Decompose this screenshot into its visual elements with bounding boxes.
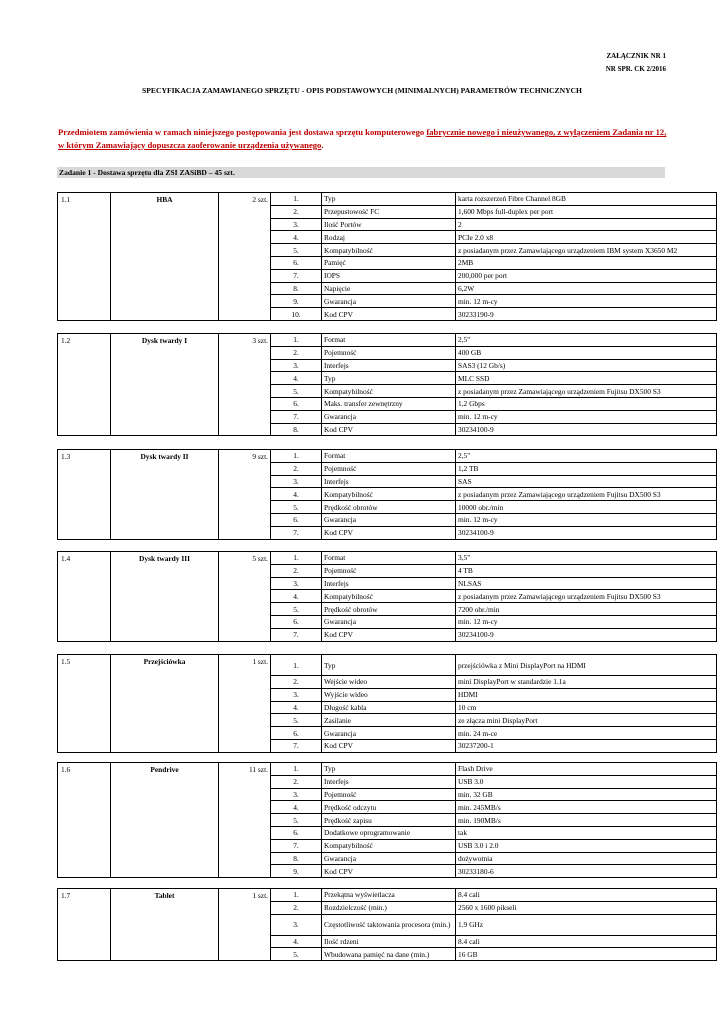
row-number: 1.: [271, 763, 322, 776]
parameter-name: Pojemność: [322, 462, 456, 475]
parameter-value: 6,2W: [456, 282, 717, 295]
row-number: 2.: [271, 205, 322, 218]
parameter-name: Prędkość obrotów: [322, 603, 456, 616]
parameter-value: 30234100-9: [456, 628, 717, 641]
parameter-name: Kod CPV: [322, 628, 456, 641]
row-number: 5.: [271, 385, 322, 398]
parameter-name: Kompatybilność: [322, 839, 456, 852]
row-number: 6.: [271, 513, 322, 526]
row-number: 2.: [271, 346, 322, 359]
item-name: Tablet: [111, 889, 219, 961]
table-row: [58, 889, 717, 902]
intro-paragraph: [58, 126, 668, 152]
parameter-value: min. 24 m-ce: [456, 727, 717, 740]
parameter-value: 200,000 per port: [456, 269, 717, 282]
parameter-value: min. 12 m-cy: [456, 295, 717, 308]
parameter-name: Interfejs: [322, 475, 456, 488]
row-number: 1.: [271, 334, 322, 347]
row-number: 2.: [271, 676, 322, 689]
parameter-name: Typ: [322, 193, 456, 206]
row-number: 9.: [271, 295, 322, 308]
parameter-value: z posiadanym przez Zamawiającego urządzeniem Fujitsu DX500 S3: [456, 385, 717, 398]
parameter-name: Kompatybilność: [322, 488, 456, 501]
parameter-value: USB 3.0 i 2.0: [456, 839, 717, 852]
parameter-name: Rodzaj: [322, 231, 456, 244]
item-quantity: 1 szt.: [219, 889, 271, 961]
row-number: 8.: [271, 852, 322, 865]
row-number: 10.: [271, 308, 322, 321]
parameter-name: IOPS: [322, 269, 456, 282]
item-quantity: 1 szt.: [219, 655, 271, 753]
row-number: 7.: [271, 628, 322, 641]
parameter-name: Format: [322, 552, 456, 565]
parameter-value: 16 GB: [456, 948, 717, 961]
item-quantity: 3 szt.: [219, 334, 271, 436]
row-number: 3.: [271, 577, 322, 590]
item-quantity: 2 szt.: [219, 193, 271, 321]
annex-number: ZAŁĄCZNIK NR 1: [606, 52, 666, 60]
item-quantity: 11 szt.: [219, 763, 271, 878]
parameter-name: Ilość rdzeni: [322, 935, 456, 948]
parameter-value: 10 cm: [456, 701, 717, 714]
parameter-name: Kod CPV: [322, 308, 456, 321]
parameter-name: Ilość Portów: [322, 218, 456, 231]
parameter-value: ze złącza mini DisplayPort: [456, 714, 717, 727]
parameter-value: 4 TB: [456, 564, 717, 577]
parameter-value: 1,600 Mbps full-duplex per port: [456, 205, 717, 218]
row-number: 7.: [271, 410, 322, 423]
parameter-name: Kompatybilność: [322, 385, 456, 398]
table-row: [58, 334, 717, 347]
row-number: 4.: [271, 935, 322, 948]
document-header: [606, 50, 666, 76]
row-number: 8.: [271, 282, 322, 295]
parameter-name: Wyjście wideo: [322, 688, 456, 701]
table-row: [58, 552, 717, 565]
parameter-name: Interfejs: [322, 775, 456, 788]
row-number: 4.: [271, 590, 322, 603]
row-number: 4.: [271, 488, 322, 501]
table-row: [58, 763, 717, 776]
parameter-value: z posiadanym przez Zamawiającego urządzeniem Fujitsu DX500 S3: [456, 590, 717, 603]
parameter-value: 400 GB: [456, 346, 717, 359]
case-reference: NR SPR. CK 2/2016: [605, 65, 666, 73]
item-name: Dysk twardy I: [111, 334, 219, 436]
parameter-value: 2560 x 1600 pikseli: [456, 901, 717, 914]
row-number: 4.: [271, 372, 322, 385]
row-number: 4.: [271, 231, 322, 244]
parameter-value: SAS: [456, 475, 717, 488]
spec-table: [57, 762, 717, 878]
row-number: 7.: [271, 269, 322, 282]
row-number: 3.: [271, 359, 322, 372]
row-number: 6.: [271, 615, 322, 628]
intro-text-underlined: fabrycznie nowego i nieużywanego, z wyłączeniem Zadania nr 12, w którym Zamawiający dopuszcza zaoferowanie urządzenia używanego: [58, 127, 667, 150]
row-number: 1.: [271, 655, 322, 676]
parameter-name: Pamięć: [322, 256, 456, 269]
parameter-name: Zasilanie: [322, 714, 456, 727]
parameter-value: karta rozszerzeń Fibre Channel 8GB: [456, 193, 717, 206]
item-number: 1.7: [58, 889, 111, 961]
row-number: 5.: [271, 948, 322, 961]
parameter-value: min. 12 m-cy: [456, 410, 717, 423]
row-number: 5.: [271, 603, 322, 616]
parameter-name: Gwarancja: [322, 295, 456, 308]
parameter-value: 30234100-9: [456, 526, 717, 539]
spec-table: [57, 333, 717, 436]
parameter-value: USB 3.0: [456, 775, 717, 788]
parameter-value: dożywotnia: [456, 852, 717, 865]
parameter-name: Prędkość zapisu: [322, 814, 456, 827]
parameter-value: 2,5": [456, 450, 717, 463]
parameter-value: tak: [456, 826, 717, 839]
parameter-name: Gwarancja: [322, 615, 456, 628]
parameter-name: Kompatybilność: [322, 244, 456, 257]
parameter-name: Format: [322, 334, 456, 347]
row-number: 6.: [271, 256, 322, 269]
parameter-value: z posiadanym przez Zamawiającego urządzeniem IBM system X3650 M2: [456, 244, 717, 257]
parameter-name: Napięcie: [322, 282, 456, 295]
item-name: Przejściówka: [111, 655, 219, 753]
parameter-value: 1,2 TB: [456, 462, 717, 475]
item-name: HBA: [111, 193, 219, 321]
parameter-value: min. 245MB/s: [456, 801, 717, 814]
parameter-name: Pojemność: [322, 346, 456, 359]
parameter-value: 30237200-1: [456, 739, 717, 752]
parameter-name: Gwarancja: [322, 410, 456, 423]
parameter-value: 2,5": [456, 334, 717, 347]
row-number: 2.: [271, 462, 322, 475]
parameter-value: min. 12 m-cy: [456, 615, 717, 628]
spec-table: [57, 888, 717, 961]
row-number: 5.: [271, 244, 322, 257]
parameter-name: Długość kabla: [322, 701, 456, 714]
item-number: 1.5: [58, 655, 111, 753]
parameter-name: Typ: [322, 763, 456, 776]
parameter-name: Interfejs: [322, 577, 456, 590]
row-number: 6.: [271, 397, 322, 410]
parameter-value: 1.9 GHz: [456, 914, 717, 935]
intro-text-1: Przedmiotem zamówienia w ramach niniejszego postępowania jest dostawa sprzętu komputerowego: [58, 127, 427, 137]
parameter-value: 10000 obr./min: [456, 501, 717, 514]
parameter-name: Kod CPV: [322, 526, 456, 539]
task-heading: Zadanie 1 - Dostawa sprzętu dla ZSI ZASiBD – 45 szt.: [57, 167, 665, 178]
parameter-name: Kod CPV: [322, 423, 456, 436]
spec-table: [57, 192, 717, 321]
parameter-name: Przepustowość FC: [322, 205, 456, 218]
row-number: 1.: [271, 193, 322, 206]
parameter-value: mini DisplayPort w standardzie 1.1a: [456, 676, 717, 689]
row-number: 6.: [271, 826, 322, 839]
parameter-value: 2: [456, 218, 717, 231]
parameter-value: 1,2 Gbps: [456, 397, 717, 410]
parameter-value: min. 190MB/s: [456, 814, 717, 827]
row-number: 1.: [271, 552, 322, 565]
parameter-name: Interfejs: [322, 359, 456, 372]
parameter-name: Gwarancja: [322, 852, 456, 865]
parameter-name: Gwarancja: [322, 727, 456, 740]
parameter-name: Typ: [322, 655, 456, 676]
row-number: 3.: [271, 218, 322, 231]
row-number: 5.: [271, 501, 322, 514]
parameter-name: Wejście wideo: [322, 676, 456, 689]
parameter-name: Pojemność: [322, 564, 456, 577]
spec-table: [57, 551, 717, 642]
item-name: Dysk twardy III: [111, 552, 219, 642]
parameter-name: Wbudowana pamięć na dane (min.): [322, 948, 456, 961]
item-number: 1.4: [58, 552, 111, 642]
parameter-value: HDMI: [456, 688, 717, 701]
row-number: 7.: [271, 839, 322, 852]
row-number: 3.: [271, 688, 322, 701]
parameter-value: 2MB: [456, 256, 717, 269]
item-quantity: 5 szt.: [219, 552, 271, 642]
parameter-value: 3,5": [456, 552, 717, 565]
parameter-name: Kod CPV: [322, 865, 456, 878]
row-number: 2.: [271, 775, 322, 788]
table-row: [58, 450, 717, 463]
row-number: 6.: [271, 727, 322, 740]
parameter-name: Przekątna wyświetlacza: [322, 889, 456, 902]
row-number: 5.: [271, 814, 322, 827]
parameter-name: Kod CPV: [322, 739, 456, 752]
row-number: 7.: [271, 739, 322, 752]
row-number: 3.: [271, 914, 322, 935]
parameter-name: Dodatkowe oprogramowanie: [322, 826, 456, 839]
row-number: 8.: [271, 423, 322, 436]
parameter-value: min. 32 GB: [456, 788, 717, 801]
row-number: 3.: [271, 788, 322, 801]
parameter-name: Gwarancja: [322, 513, 456, 526]
parameter-name: Prędkość obrotów: [322, 501, 456, 514]
parameter-name: Częstotliwość taktowania procesora (min.): [322, 914, 456, 935]
parameter-name: Prędkość odczytu: [322, 801, 456, 814]
row-number: 7.: [271, 526, 322, 539]
parameter-name: Kompatybilność: [322, 590, 456, 603]
parameter-value: MLC SSD: [456, 372, 717, 385]
item-number: 1.2: [58, 334, 111, 436]
row-number: 1.: [271, 889, 322, 902]
parameter-name: Typ: [322, 372, 456, 385]
parameter-value: z posiadanym przez Zamawiającego urządzeniem Fujitsu DX500 S3: [456, 488, 717, 501]
parameter-value: 30234100-9: [456, 423, 717, 436]
item-number: 1.6: [58, 763, 111, 878]
row-number: 2.: [271, 901, 322, 914]
spec-table: [57, 654, 717, 753]
intro-text-end: .: [321, 140, 324, 150]
document-title: SPECYFIKACJA ZAMAWIANEGO SPRZĘTU - OPIS PODSTAWOWYCH (MINIMALNYCH) PARAMETRÓW TECHNICZNYCH: [142, 86, 582, 95]
row-number: 3.: [271, 475, 322, 488]
parameter-value: 8.4 cali: [456, 935, 717, 948]
item-name: Pendrive: [111, 763, 219, 878]
item-name: Dysk twardy II: [111, 450, 219, 540]
row-number: 2.: [271, 564, 322, 577]
row-number: 4.: [271, 701, 322, 714]
table-row: [58, 655, 717, 676]
parameter-value: 30233180-6: [456, 865, 717, 878]
parameter-value: 8.4 cali: [456, 889, 717, 902]
row-number: 9.: [271, 865, 322, 878]
item-number: 1.3: [58, 450, 111, 540]
item-number: 1.1: [58, 193, 111, 321]
row-number: 1.: [271, 450, 322, 463]
parameter-value: PCIe 2.0 x8: [456, 231, 717, 244]
parameter-value: NLSAS: [456, 577, 717, 590]
row-number: 4.: [271, 801, 322, 814]
parameter-value: 7200 obr./min: [456, 603, 717, 616]
parameter-value: min. 12 m-cy: [456, 513, 717, 526]
parameter-value: 30233190-9: [456, 308, 717, 321]
parameter-name: Rozdzielczość (min.): [322, 901, 456, 914]
parameter-value: Flash Drive: [456, 763, 717, 776]
spec-table: [57, 449, 717, 540]
parameter-value: SAS3 (12 Gb/s): [456, 359, 717, 372]
parameter-name: Pojemność: [322, 788, 456, 801]
row-number: 5.: [271, 714, 322, 727]
parameter-name: Format: [322, 450, 456, 463]
parameter-name: Maks. transfer zewnętrzny: [322, 397, 456, 410]
parameter-value: przejściówka z Mini DisplayPort na HDMI: [456, 655, 717, 676]
table-row: [58, 193, 717, 206]
item-quantity: 9 szt.: [219, 450, 271, 540]
